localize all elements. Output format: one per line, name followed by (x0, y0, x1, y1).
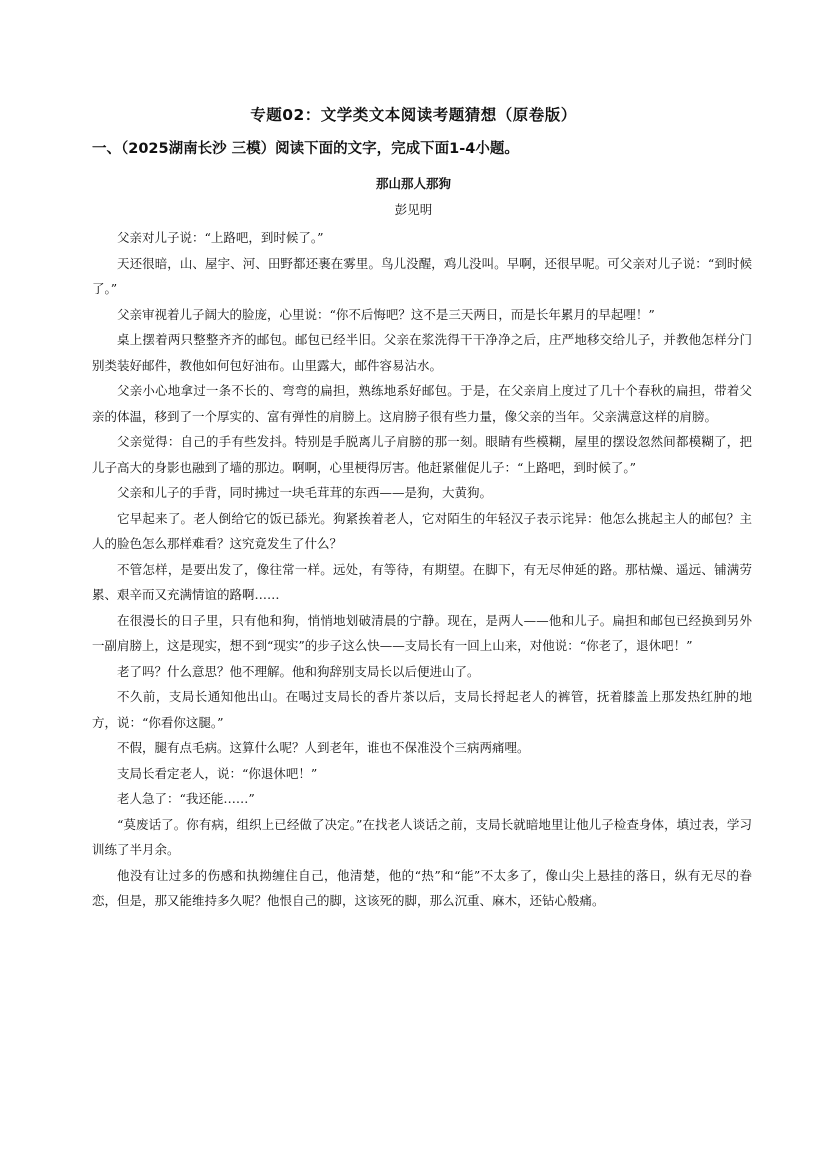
paragraph: 老了吗？什么意思？他不理解。他和狗辞别支局长以后便进山了。 (117, 663, 480, 679)
story-body (92, 225, 752, 914)
paragraph: 桌上摆着两只整整齐齐的邮包。邮包已经半旧。父亲在浆洗得干干净净之后，庄严地移交给儿子，并教他怎样分门别类装好邮件，教他如何包好油布。山里露大，邮件容易沾水。 (92, 332, 752, 373)
paragraph: 父亲对儿子说：“上路吧，到时候了。” (117, 230, 324, 245)
paragraph: 父亲觉得：自己的手有些发抖。特别是手脱离儿子肩膀的那一刻。眼睛有些模糊，屋里的摆设忽然间都模糊了，把儿子高大的身影也融到了墙的那边。啊啊，心里梗得厉害。他赶紧催促儿子：“上路吧，到时候了。” (92, 434, 752, 475)
paragraph: 老人急了：“我还能……” (117, 791, 255, 806)
paragraph: 它早起来了。老人倒给它的饭已舔光。狗紧挨着老人，它对陌生的年轻汉子表示诧异：他怎么挑起主人的邮包？主人的脸色怎么那样难看？这究竟发生了什么？ (92, 510, 752, 551)
story-title: 那山那人那狗 (375, 176, 451, 191)
paragraph: 父亲小心地拿过一条不长的、弯弯的扁担，熟练地系好邮包。于是，在父亲肩上度过了几十个春秋的扁担，带着父亲的体温，移到了一个厚实的、富有弹性的肩膀上。这肩膀子很有些力量，像父亲的当年。父亲满意这样的肩膀。 (92, 383, 752, 424)
story-author: 彭见明 (394, 202, 433, 217)
document-title: 专题02：文学类文本阅读考题猜想（原卷版） (250, 106, 577, 124)
paragraph: 不久前，支局长通知他出山。在喝过支局长的香片茶以后，支局长捋起老人的裤管，抚着膝盖上那发热红肿的地方，说：“你看你这腿。” (92, 689, 752, 730)
paragraph: 父亲审视着儿子阔大的脸庞，心里说：“你不后悔吧？这不是三天两日，而是长年累月的早起哩！” (117, 306, 655, 322)
paragraph: “莫废话了。你有病，组织上已经做了决定。”在找老人谈话之前，支局长就暗地里让他儿子检查身体，填过表，学习训练了半月余。 (92, 816, 752, 857)
paragraph: 天还很暗，山、屋宇、河、田野都还裹在雾里。鸟儿没醒，鸡儿没叫。早啊，还很早呢。可父亲对儿子说：“到时候了。” (92, 255, 752, 296)
paragraph: 在很漫长的日子里，只有他和狗，悄悄地划破清晨的宁静。现在，是两人——他和儿子。扁担和邮包已经换到另外一副肩膀上，这是现实，想不到“现实”的步子这么快——支局长有一回上山来，对他说：“你老了，退休吧！” (92, 612, 752, 653)
paragraph: 他没有让过多的伤感和执拗缠住自己，他清楚，他的“热”和“能”不太多了，像山尖上悬挂的落日，纵有无尽的眷恋，但是，那又能维持多久呢？他恨自己的脚，这该死的脚，那么沉重、麻木，还钻心般痛。 (92, 867, 752, 908)
paragraph: 支局长看定老人，说：“你退休吧！” (117, 765, 318, 781)
paragraph: 不假，腿有点毛病。这算什么呢？人到老年，谁也不保准没个三病两痛哩。 (117, 740, 530, 755)
paragraph: 父亲和儿子的手背，同时拂过一块毛茸茸的东西——是狗，大黄狗。 (117, 485, 493, 500)
question-header: 一、（2025湖南长沙 三模）阅读下面的文字，完成下面1-4小题。 (92, 141, 519, 157)
paragraph: 不管怎样，是要出发了，像往常一样。远处，有等待，有期望。在脚下，有无尽伸延的路。那枯燥、遥远、铺满劳累、艰辛而又充满情谊的路啊…… (92, 561, 752, 602)
